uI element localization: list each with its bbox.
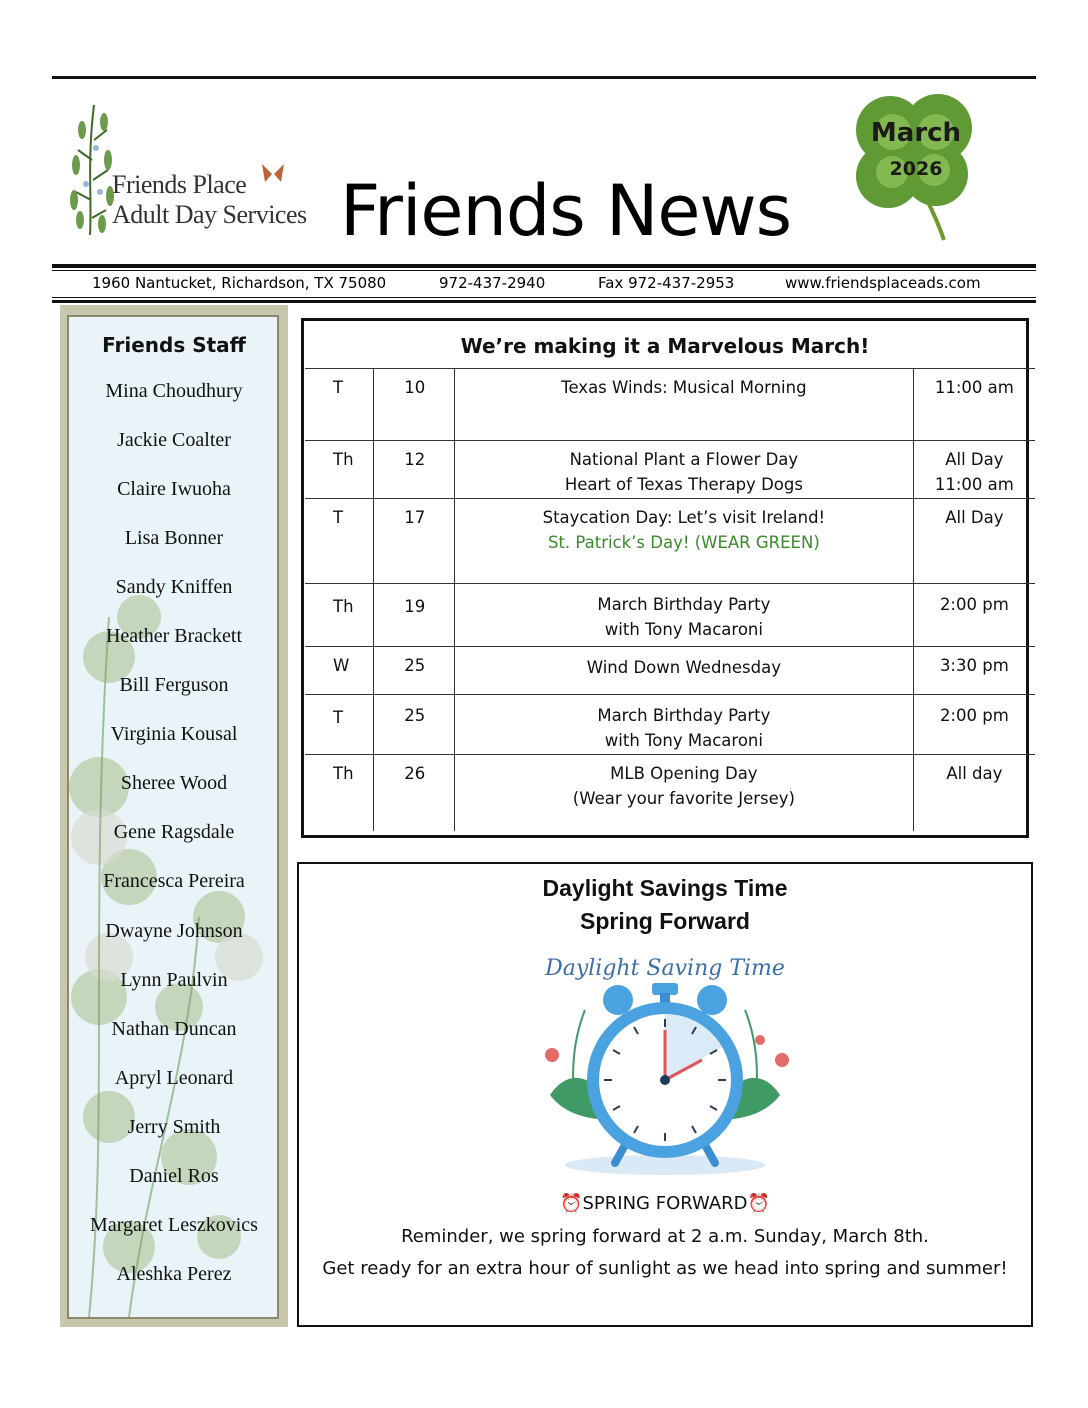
event-day: Th: [305, 755, 374, 831]
address-bottom-rule-thin: [52, 297, 1036, 298]
table-row: [305, 441, 1035, 499]
event-time-line: All Day: [945, 508, 1004, 527]
calendar-title: We’re making it a Marvelous March!: [460, 334, 870, 358]
event-line: Wind Down Wednesday: [586, 658, 781, 677]
staff-name: Dwayne Johnson: [105, 920, 243, 942]
event-day: T: [305, 695, 374, 755]
dst-title-line2: Spring Forward: [580, 908, 750, 934]
event-time-line: 3:30 pm: [939, 656, 1009, 675]
event-line: MLB Opening Day: [610, 764, 758, 783]
event-description: [455, 369, 914, 441]
event-date: 25: [374, 695, 455, 755]
daylight-savings-title: [297, 872, 1033, 938]
newsletter-title: Friends News: [340, 170, 792, 252]
event-description: [455, 441, 914, 499]
staff-name: Sandy Kniffen: [115, 576, 233, 598]
staff-name: Sheree Wood: [120, 772, 228, 794]
staff-name: Lisa Bonner: [124, 527, 224, 549]
event-line: Staycation Day: Let’s visit Ireland!: [542, 508, 826, 527]
staff-name: Aleshka Perez: [116, 1263, 232, 1285]
event-day: Th: [305, 584, 374, 647]
event-date: 25: [374, 647, 455, 695]
event-date: 12: [374, 441, 455, 499]
staff-name: Nathan Duncan: [111, 1018, 237, 1040]
phone[interactable]: 972-437-2940: [439, 274, 546, 292]
event-line: Heart of Texas Therapy Dogs: [564, 475, 803, 494]
event-time-line: 11:00 am: [934, 378, 1014, 397]
event-line: National Plant a Flower Day: [569, 450, 799, 469]
spring-forward-text: SPRING FORWARD: [582, 1193, 748, 1214]
staff-name: Virginia Kousal: [110, 723, 238, 745]
event-time: [913, 499, 1035, 584]
staff-name: Gene Ragsdale: [113, 821, 235, 843]
address-top-rule: [52, 264, 1036, 268]
image-caption: Daylight Saving Time: [545, 956, 785, 981]
table-row: [305, 369, 1035, 441]
event-time-line: 11:00 am: [934, 475, 1014, 494]
staff-name: Jackie Coalter: [117, 429, 231, 451]
issue-year: 2026: [889, 158, 943, 180]
alarm-clock-icon: ⏰: [747, 1193, 770, 1214]
event-time: [913, 755, 1035, 831]
event-line-green: St. Patrick’s Day! (WEAR GREEN): [547, 533, 820, 552]
staff-name: Bill Ferguson: [119, 674, 229, 696]
event-time-line: All Day: [945, 450, 1004, 469]
table-row: [305, 755, 1035, 831]
event-date: 19: [374, 584, 455, 647]
event-line: Texas Winds: Musical Morning: [561, 378, 807, 397]
logo-name: Friends Place: [112, 170, 247, 199]
logo-subtitle: Adult Day Services: [112, 200, 307, 229]
address: 1960 Nantucket, Richardson, TX 75080: [92, 274, 387, 292]
event-time-line: All day: [946, 764, 1003, 783]
event-line: with Tony Macaroni: [604, 620, 763, 639]
staff-name: Francesca Pereira: [103, 870, 245, 892]
fax: Fax 972-437-2953: [598, 274, 735, 292]
dst-sunlight: Get ready for an extra hour of sunlight as we head into spring and summer!: [322, 1258, 1008, 1279]
top-rule: [52, 76, 1036, 79]
events-table: [305, 368, 1035, 831]
staff-name: Jerry Smith: [127, 1116, 221, 1138]
address-top-rule-thin: [52, 270, 1036, 271]
staff-name: Lynn Paulvin: [120, 969, 228, 991]
event-time-line: 2:00 pm: [939, 595, 1009, 614]
event-day: T: [305, 369, 374, 441]
event-day: T: [305, 499, 374, 584]
staff-name: Margaret Leszkovics: [90, 1214, 258, 1236]
contact-bar: [52, 274, 1036, 296]
event-time: [913, 695, 1035, 755]
event-time-line: 2:00 pm: [939, 706, 1009, 725]
logo-text: [112, 170, 307, 230]
staff-name: Heather Brackett: [105, 625, 243, 647]
event-description: [455, 755, 914, 831]
table-row: [305, 584, 1035, 647]
event-description: [455, 499, 914, 584]
event-date: 17: [374, 499, 455, 584]
staff-name: Mina Choudhury: [105, 380, 243, 402]
event-line: March Birthday Party: [597, 595, 771, 614]
event-time: [913, 441, 1035, 499]
event-description: [455, 695, 914, 755]
alarm-clock-illustration: [530, 945, 800, 1180]
event-line: (Wear your favorite Jersey): [572, 789, 795, 808]
event-time: [913, 584, 1035, 647]
staff-name: Daniel Ros: [129, 1165, 219, 1187]
event-day: Th: [305, 441, 374, 499]
dst-reminder: Reminder, we spring forward at 2 a.m. Sunday, March 8th.: [401, 1226, 929, 1247]
address-bottom-rule: [52, 300, 1036, 303]
table-row: [305, 695, 1035, 755]
alarm-clock-icon: ⏰: [560, 1193, 583, 1214]
spring-forward-line: [297, 1193, 1033, 1214]
staff-name: Apryl Leonard: [114, 1067, 234, 1089]
event-line: with Tony Macaroni: [604, 731, 763, 750]
staff-heading: Friends Staff: [102, 333, 246, 357]
dst-title-line1: Daylight Savings Time: [542, 875, 788, 901]
staff-name: Claire Iwuoha: [117, 478, 231, 500]
table-row: [305, 647, 1035, 695]
event-day: W: [305, 647, 374, 695]
event-time: [913, 647, 1035, 695]
event-description: [455, 647, 914, 695]
event-description: [455, 584, 914, 647]
website-link[interactable]: www.friendsplaceads.com: [785, 274, 981, 292]
event-time: [913, 369, 1035, 441]
table-row: [305, 499, 1035, 584]
event-date: 10: [374, 369, 455, 441]
issue-month: March: [870, 118, 962, 148]
event-date: 26: [374, 755, 455, 831]
event-line: March Birthday Party: [597, 706, 771, 725]
